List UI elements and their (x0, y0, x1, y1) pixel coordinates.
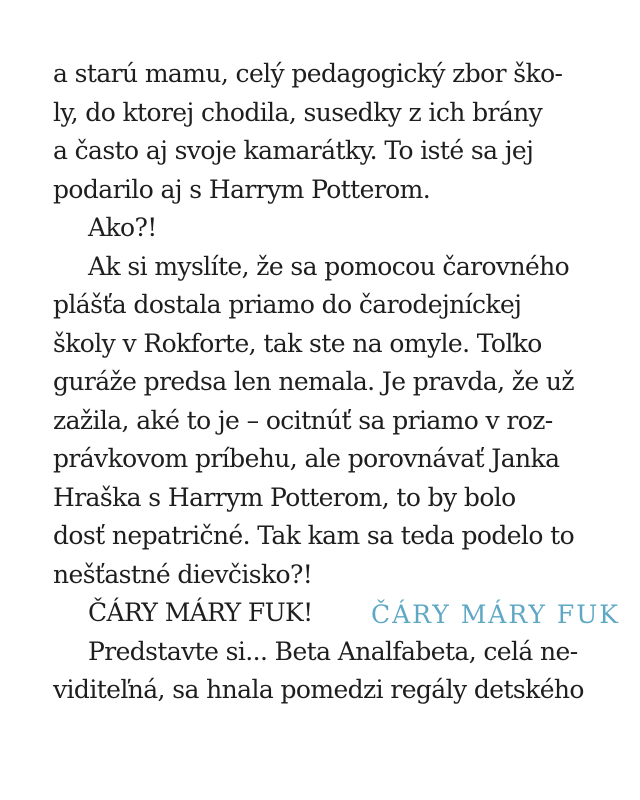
side-heading: ČÁRY MÁRY FUK (371, 600, 620, 629)
text-line: právkovom príbehu, ale porovnávať Janka (53, 444, 560, 473)
text-line: viditeľná, sa hnala pomedzi regály detského (53, 675, 584, 704)
text-line: a často aj svoje kamarátky. To isté sa jej (53, 136, 534, 165)
text-line: zažila, aké to je – ocitnúť sa priamo v roz- (53, 405, 553, 435)
text-line: plášťa dostala priamo do čarodejníckej (53, 290, 522, 319)
text-line: Ako?! (88, 213, 157, 242)
text-line: podarilo aj s Harrym Potterom. (53, 174, 431, 204)
text-line: nešťastné dievčisko?! (53, 559, 313, 589)
text-line: Ak si myslíte, že sa pomocou čarovného (88, 251, 570, 281)
text-line: Predstavte si... Beta Analfabeta, celá ne- (88, 636, 578, 666)
text-line: ly, do ktorej chodila, susedky z ich brány (53, 97, 543, 127)
text-line: guráže predsa len nemala. Je pravda, že už (53, 367, 574, 396)
text-line: dosť nepatričné. Tak kam sa teda podelo to (53, 521, 575, 550)
text-line: ČÁRY MÁRY FUK! (88, 598, 313, 627)
text-line: Hraška s Harrym Potterom, to by bolo (53, 482, 516, 512)
text-line: školy v Rokforte, tak ste na omyle. Toľko (53, 328, 542, 358)
text-line: a starú mamu, celý pedagogický zbor ško- (53, 59, 563, 88)
